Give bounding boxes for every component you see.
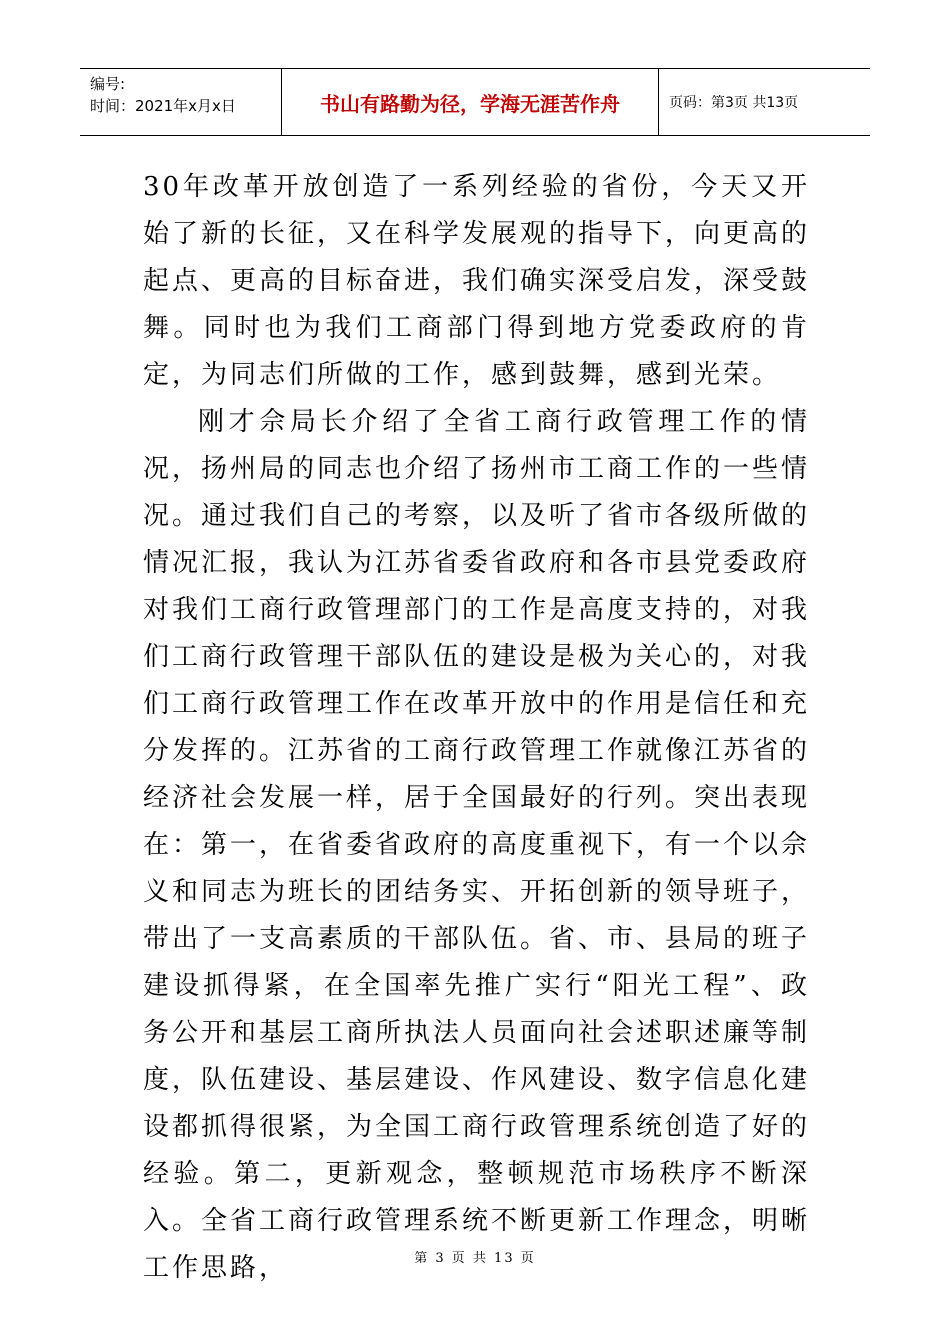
header-page-info: 页码：第3页 共13页: [669, 95, 799, 111]
header-meta: [80, 69, 282, 135]
page-footer: 第 3 页 共 13 页: [414, 1251, 536, 1266]
paragraph: 30年改革开放创造了一系列经验的省份，今天又开始了新的长征，又在科学发展观的指导下，向更高的起点、更高的目标奋进，我们确实深受启发，深受鼓舞。同时也为我们工商部门得到地方党委政府的肯定，为同志们所做的工作，感到鼓舞，感到光荣。: [143, 172, 811, 390]
paragraph: 刚才佘局长介绍了全省工商行政管理工作的情况，扬州局的同志也介绍了扬州市工商工作的一些情况。通过我们自己的考察，以及听了省市各级所做的情况汇报，我认为江苏省委省政府和各市县党委政府对我们工商行政管理部门的工作是高度支持的，对我们工商行政管理干部队伍的建设是极为关心的，对我们工商行政管理工作在改革开放中的作用是信任和充分发挥的。江苏省的工商行政管理工作就像江苏省的经济社会发展一样，居于全国最好的行列。突出表现在：第一，在省委省政府的高度重视下，有一个以佘义和同志为班长的团结务实、开拓创新的领导班子，带出了一支高素质的干部队伍。省、市、县局的班子建设抓得紧，在全国率先推广实行“阳光工程”、政务公开和基层工商所执法人员面向社会述职述廉等制度，队伍建设、基层建设、作风建设、数字信息化建设都抓得很紧，为全国工商行政管理系统创造了好的经验。第二，更新观念，整顿规范市场秩序不断深入。全省工商行政管理系统不断更新工作理念，明晰工作思路，: [143, 407, 811, 1283]
document-date: 时间：2021年x月x日: [90, 97, 236, 115]
page-header: [80, 68, 870, 136]
header-motto: 书山有路勤为径，学海无涯苦作舟: [282, 69, 659, 135]
document-body: [143, 164, 810, 1292]
document-number-label: 编号:: [90, 75, 126, 93]
